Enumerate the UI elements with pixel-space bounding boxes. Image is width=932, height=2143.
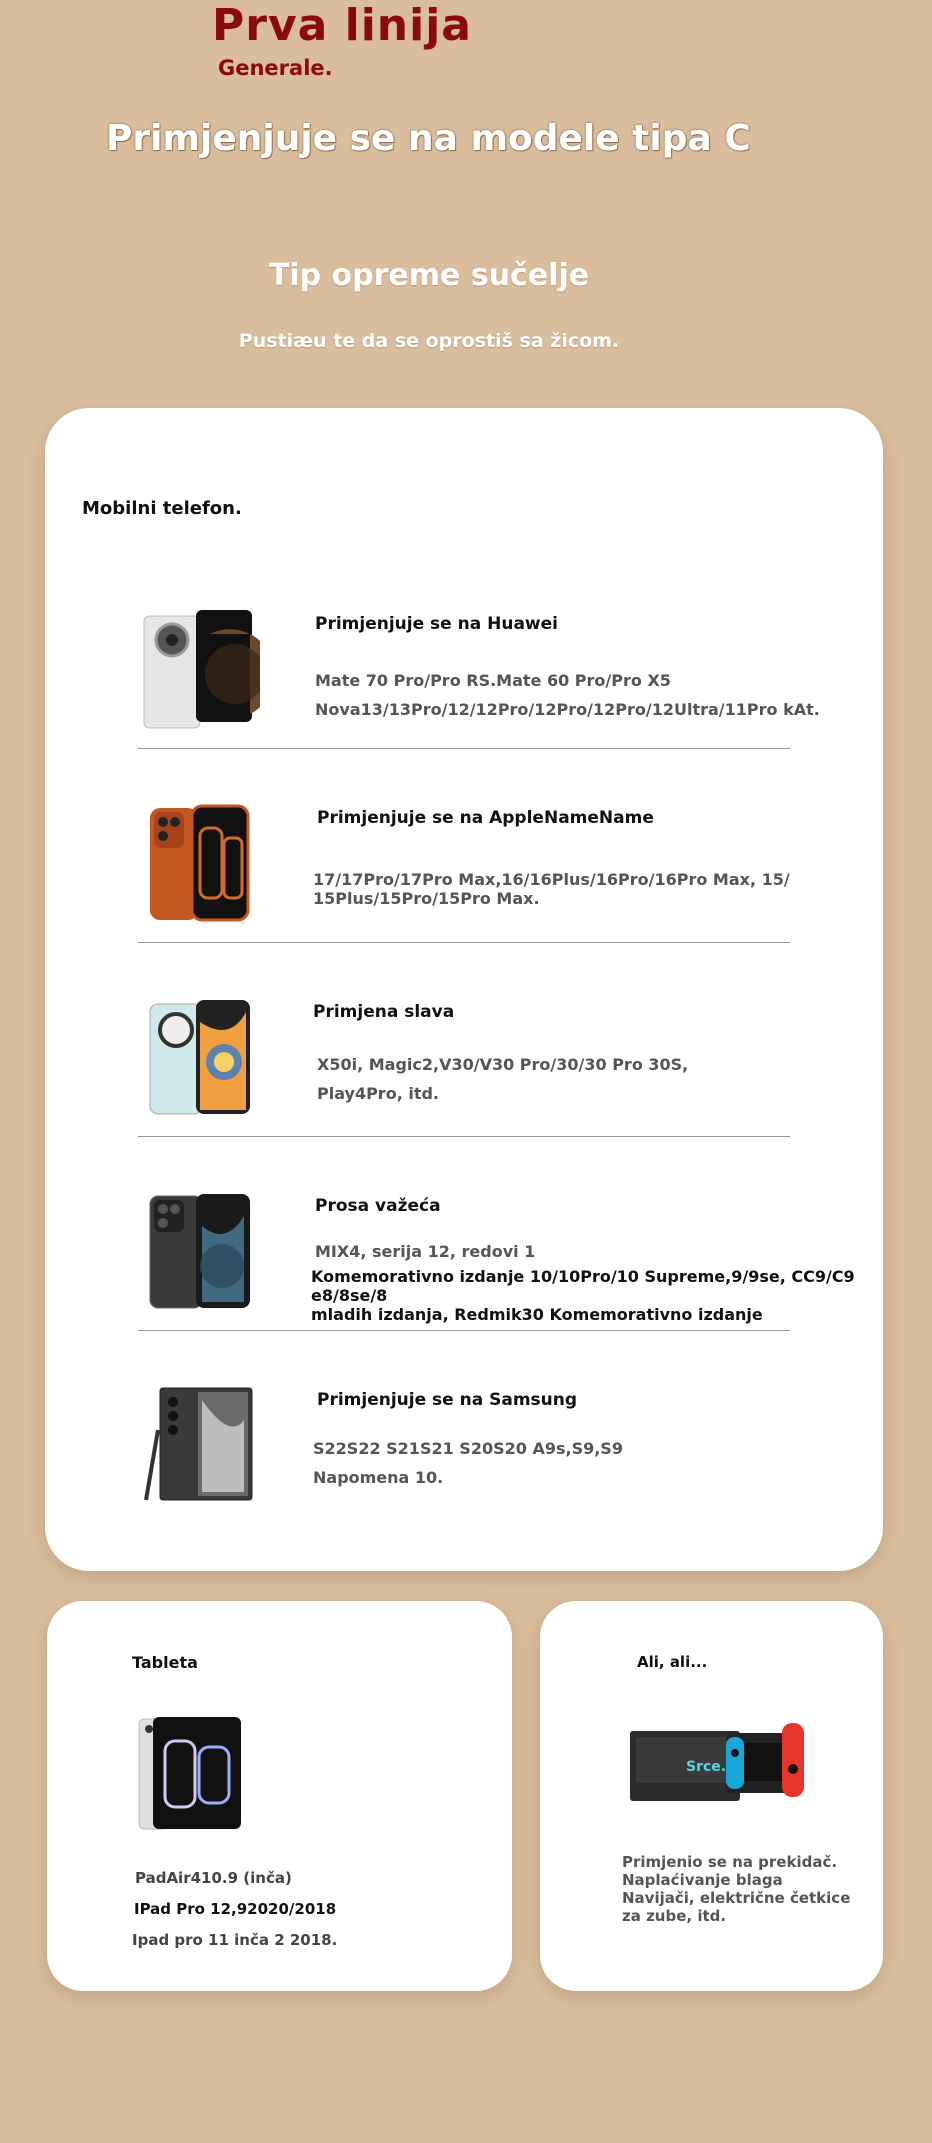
divider bbox=[138, 942, 790, 943]
tablet-model-3: Ipad pro 11 inča 2 2018. bbox=[132, 1931, 338, 1949]
apple-brand: Primjenjuje se na AppleNameName bbox=[317, 808, 654, 828]
samsung-brand: Primjenjuje se na Samsung bbox=[317, 1390, 578, 1410]
hero-headline: Primjenjuje se na modele tipa C bbox=[106, 118, 751, 159]
huawei-models-line-2: Nova13/13Pro/12/12Pro/12Pro/12Pro/12Ultra/11Pro kAt. bbox=[315, 700, 820, 719]
ipad-image bbox=[135, 1713, 245, 1833]
iphone-image bbox=[140, 798, 260, 928]
interface-subtitle: Pustiæu te da se oprostiš sa žicom. bbox=[238, 330, 620, 352]
samsung-phone-image bbox=[140, 1380, 260, 1510]
samsung-models-line-1: S22S22 S21S21 S20S20 A9s,S9,S9 bbox=[313, 1439, 623, 1458]
switch-screen-label: Srce. bbox=[686, 1759, 727, 1775]
hero-title: Prva linija bbox=[212, 0, 472, 51]
honor-models-line-1: X50i, Magic2,V30/V30 Pro/30/30 Pro 30S, bbox=[317, 1055, 689, 1074]
interface-title: Tip opreme sučelje bbox=[268, 258, 590, 293]
tablet-card bbox=[47, 1601, 512, 1991]
xiaomi-brand: Prosa važeća bbox=[315, 1196, 441, 1216]
honor-brand: Primjena slava bbox=[313, 1002, 455, 1022]
list-item-samsung bbox=[45, 1360, 883, 1554]
hero-subtitle: Generale. bbox=[218, 56, 333, 80]
other-device-1: Primjenio se na prekidač. bbox=[622, 1853, 838, 1871]
xiaomi-models-line-2: Komemorativno izdanje 10/10Pro/10 Supreme,9/9se, CC9/C9 e8/8se/8 bbox=[311, 1267, 855, 1305]
tablet-model-1: PadAir410.9 (inča) bbox=[135, 1869, 292, 1887]
xiaomi-models bbox=[311, 1242, 895, 1324]
phone-compatibility-card bbox=[45, 408, 883, 1571]
samsung-models-line-2: Napomena 10. bbox=[313, 1468, 444, 1487]
huawei-phone-image bbox=[140, 604, 260, 734]
huawei-models-line-1: Mate 70 Pro/Pro RS.Mate 60 Pro/Pro X5 bbox=[315, 671, 671, 690]
samsung-models bbox=[313, 1434, 853, 1492]
honor-models-line-2: Play4Pro, itd. bbox=[317, 1084, 439, 1103]
phones-section-title: Mobilni telefon. bbox=[82, 498, 242, 519]
apple-models-line-2: 15Plus/15Pro/15Pro Max. bbox=[313, 889, 540, 908]
apple-models-line-1: 17/17Pro/17Pro Max,16/16Plus/16Pro/16Pro Max, 15/ bbox=[313, 870, 790, 889]
tablet-model-2: IPad Pro 12,92020/2018 bbox=[134, 1900, 337, 1918]
divider bbox=[138, 748, 790, 749]
other-device-3: Navijači, električne četkice za zube, itd. bbox=[622, 1889, 851, 1925]
honor-phone-image bbox=[140, 992, 260, 1122]
nintendo-switch-image bbox=[628, 1719, 813, 1814]
other-device-list bbox=[622, 1853, 867, 1925]
huawei-models bbox=[315, 666, 855, 724]
xiaomi-phone-image bbox=[140, 1186, 260, 1316]
other-device-2: Naplaćivanje blaga bbox=[622, 1871, 783, 1889]
apple-models bbox=[313, 870, 853, 908]
divider bbox=[138, 1330, 790, 1331]
divider bbox=[138, 1136, 790, 1137]
other-devices-card bbox=[540, 1601, 883, 1991]
other-section-title: Ali, ali... bbox=[637, 1653, 708, 1671]
tablets-section-title: Tableta bbox=[132, 1653, 198, 1672]
xiaomi-models-line-3: mladih izdanja, Redmik30 Komemorativno izdanje bbox=[311, 1305, 763, 1324]
honor-models bbox=[317, 1050, 857, 1108]
xiaomi-models-line-1: MIX4, serija 12, redovi 1 bbox=[315, 1242, 536, 1261]
tablet-model-list bbox=[132, 1863, 337, 1956]
huawei-brand: Primjenjuje se na Huawei bbox=[315, 614, 558, 634]
